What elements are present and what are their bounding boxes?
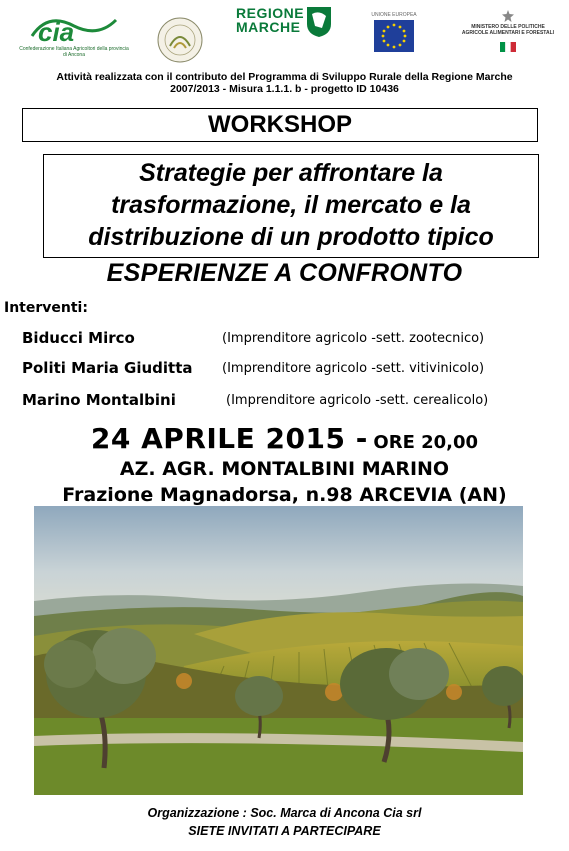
event-title-line3: distribuzione di un prodotto tipico bbox=[88, 223, 494, 251]
funding-statement-line1: Attività realizzata con il contributo del Programma di Sviluppo Rurale della Regione Marche bbox=[56, 71, 513, 83]
marche-shield-icon bbox=[306, 6, 332, 38]
eu-flag-icon bbox=[374, 20, 414, 52]
speaker-name: Marino Montalbini bbox=[22, 391, 176, 409]
cia-logo bbox=[18, 14, 130, 66]
funding-statement bbox=[0, 71, 569, 95]
psr-seal-logo bbox=[152, 16, 208, 64]
speaker-role: (Imprenditore agricolo -sett. zootecnico) bbox=[222, 331, 485, 346]
eu-logo bbox=[370, 12, 418, 56]
landscape-photo bbox=[34, 506, 523, 795]
speaker-name: Politi Maria Giuditta bbox=[22, 359, 193, 377]
speaker-role: (Imprenditore agricolo -sett. cerealicolo) bbox=[226, 393, 489, 408]
eu-caption: UNIONE EUROPEA bbox=[371, 12, 417, 18]
cia-logo-caption: Confederazione Italiana Agricoltori della provincia di Ancona bbox=[19, 46, 129, 58]
event-address: Frazione Magnadorsa, n.98 ARCEVIA (AN) bbox=[62, 484, 507, 506]
workshop-banner bbox=[22, 108, 538, 142]
organizer-line: Organizzazione : Soc. Marca di Ancona Cia srl bbox=[147, 806, 422, 820]
italian-flag-icon bbox=[500, 42, 516, 52]
event-title-box bbox=[43, 154, 539, 258]
event-date: 24 APRILE 2015 - bbox=[90, 422, 368, 455]
event-time: ORE 20,00 bbox=[373, 432, 479, 453]
speaker-role: (Imprenditore agricolo -sett. vitivinicolo) bbox=[222, 361, 485, 376]
ministry-caption: MINISTERO DELLE POLITICHE AGRICOLE ALIMENTARI E FORESTALI bbox=[461, 24, 555, 36]
event-title-line1: Strategie per affrontare la bbox=[139, 159, 443, 187]
event-venue: AZ. AGR. MONTALBINI MARINO bbox=[119, 458, 450, 480]
workshop-label: WORKSHOP bbox=[208, 111, 352, 138]
invitation-line: SIETE INVITATI A PARTECIPARE bbox=[188, 824, 381, 838]
regione-marche-label: REGIONE MARCHE bbox=[236, 5, 305, 35]
italian-emblem-icon bbox=[502, 10, 514, 22]
event-title bbox=[44, 155, 538, 253]
funding-statement-line2: 2007/2013 - Misura 1.1.1. b - progetto ID 10436 bbox=[170, 83, 399, 95]
speaker-name: Biducci Mirco bbox=[22, 329, 135, 347]
cia-logo-mark bbox=[28, 14, 120, 44]
vineyard-landscape-image bbox=[34, 506, 523, 795]
event-subtitle: ESPERIENZE A CONFRONTO bbox=[106, 259, 463, 287]
event-date-time bbox=[0, 422, 569, 455]
regione-marche-logo bbox=[236, 6, 336, 42]
svg-text:cia: cia bbox=[38, 17, 75, 44]
speakers-heading: Interventi: bbox=[4, 300, 88, 316]
event-title-line2: trasformazione, il mercato e la bbox=[111, 191, 471, 219]
ministry-logo bbox=[460, 10, 556, 56]
